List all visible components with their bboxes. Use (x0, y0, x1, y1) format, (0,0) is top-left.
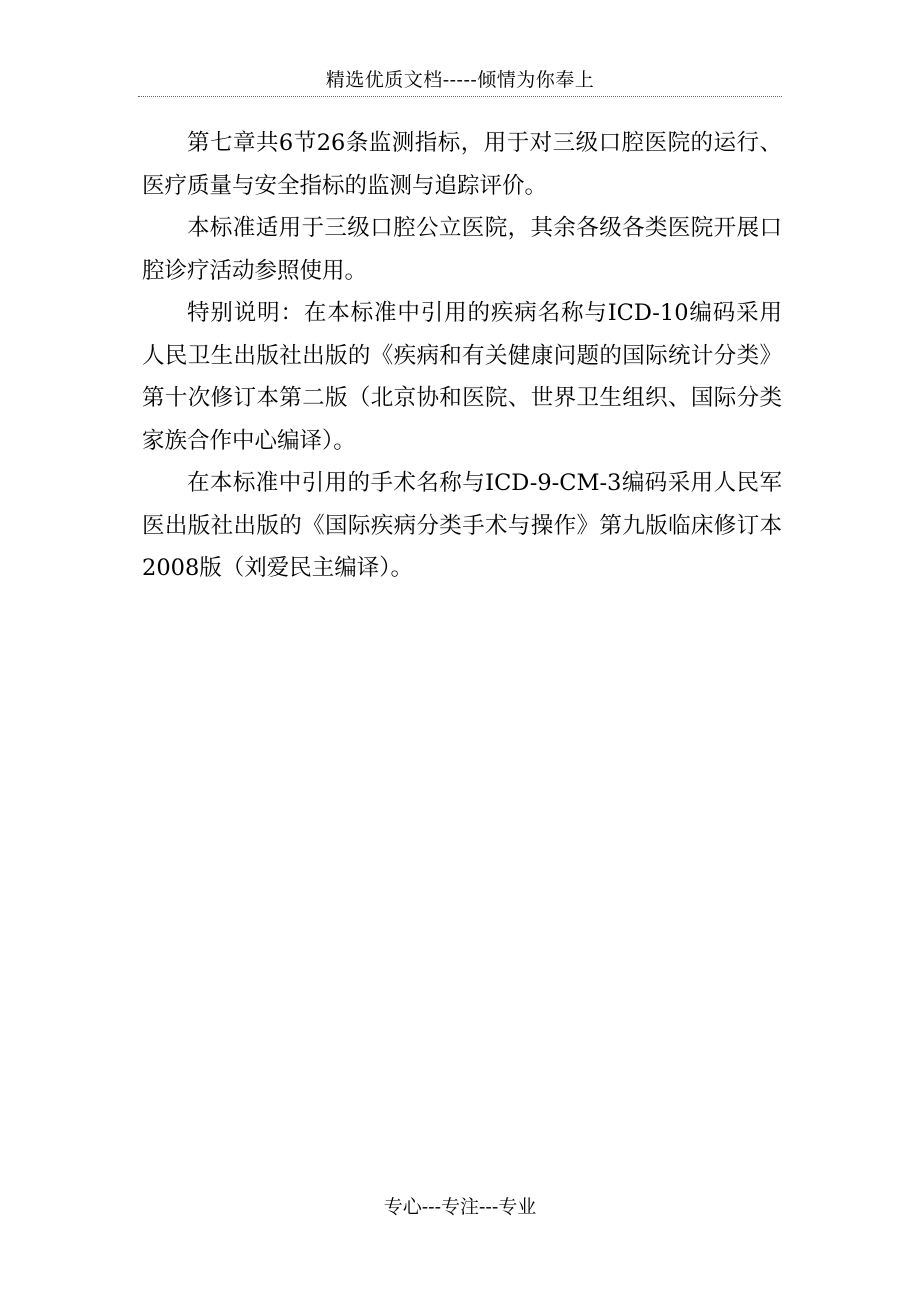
header-divider (138, 96, 782, 97)
page-header: 精选优质文档-----倾情为你奉上 (325, 69, 595, 91)
paragraph-surgery-codes: 在本标准中引用的手术名称与ICD-9-CM-3编码采用人民军医出版社出版的《国际疾病分类手术与操作》第九版临床修订本2008版（刘爱民主编译）。 (142, 470, 782, 581)
paragraph-special-note: 特别说明：在本标准中引用的疾病名称与ICD-10编码采用人民卫生出版社出版的《疾病和有关健康问题的国际统计分类》第十次修订本第二版（北京协和医院、世界卫生组织、国际分类家族合作中心编译）。 (142, 300, 782, 454)
page-footer: 专心---专注---专业 (383, 1196, 537, 1218)
paragraph-scope: 本标准适用于三级口腔公立医院，其余各级各类医院开展口腔诊疗活动参照使用。 (142, 215, 782, 284)
document-body (142, 122, 782, 590)
paragraph-chapter-seven: 第七章共6节26条监测指标，用于对三级口腔医院的运行、医疗质量与安全指标的监测与追踪评价。 (142, 130, 782, 199)
